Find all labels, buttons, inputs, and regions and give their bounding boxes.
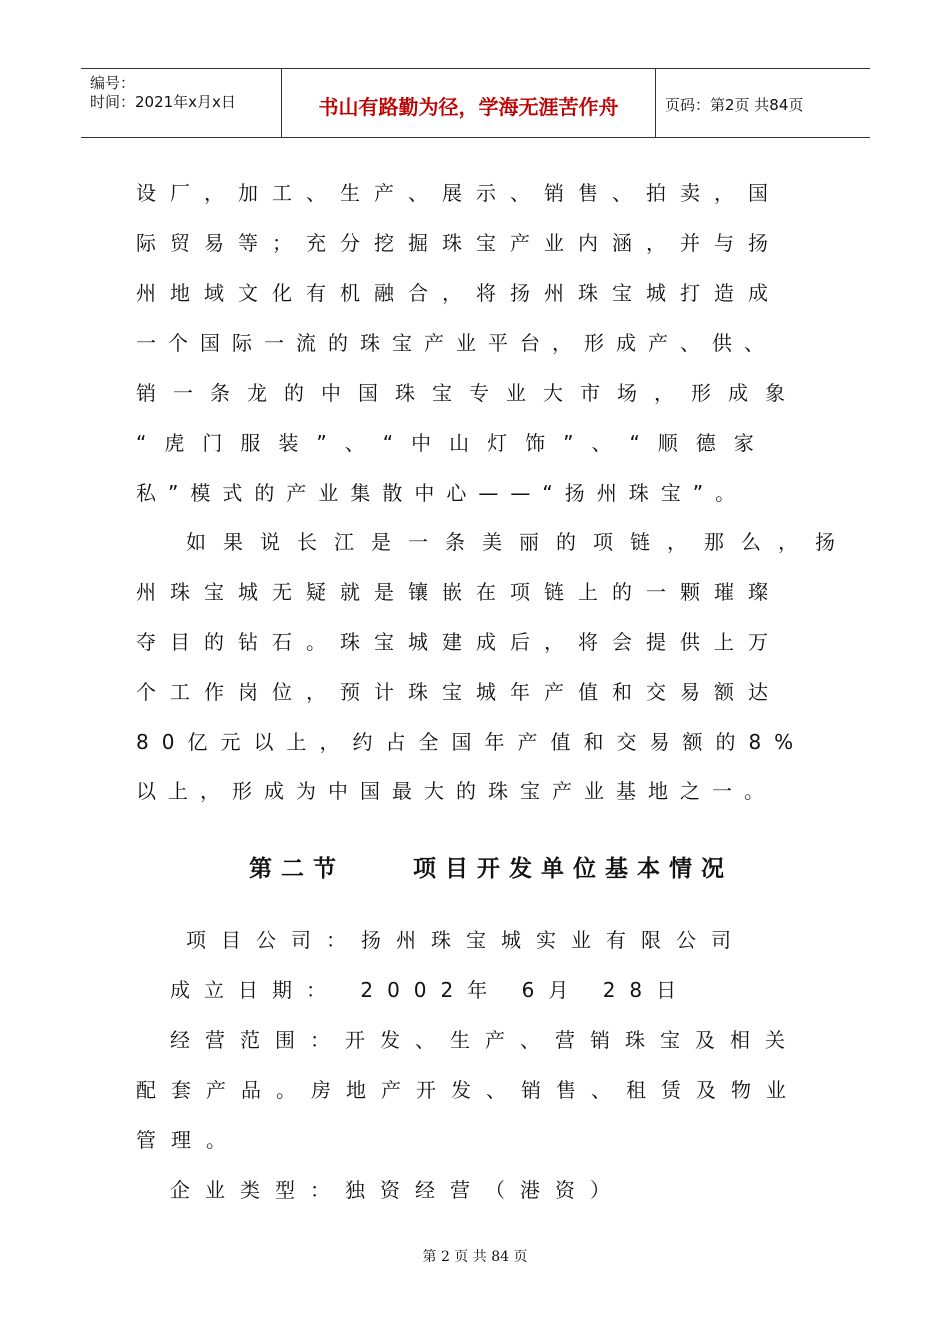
info-line: 管理。 — [136, 1128, 241, 1152]
body-line: 际贸易等；充分挖掘珠宝产业内涵，并与扬 — [136, 231, 782, 255]
body-line: 销一条龙的中国珠宝专业大市场，形成象 — [136, 381, 802, 405]
header-meta-cell — [81, 69, 281, 137]
document-date-label: 时间：2021年x月x日 — [90, 93, 236, 111]
body-line: 州地域文化有机融合，将扬州珠宝城打造成 — [136, 281, 782, 305]
body-line: 80亿元以上，约占全国年产值和交易额的8% — [136, 730, 807, 754]
body-line: 一个国际一流的珠宝产业平台，形成产、供、 — [136, 331, 776, 355]
header-page-info: 页码：第2页 共84页 — [665, 96, 804, 114]
page-footer: 第 2 页 共 84 页 — [422, 1249, 528, 1265]
page-header — [81, 68, 870, 138]
body-line: 个工作岗位，预计珠宝城年产值和交易额达 — [136, 680, 782, 704]
info-line: 成立日期： 2002年 6月 28日 — [170, 978, 691, 1002]
header-page-cell — [656, 69, 870, 137]
header-motto: 书山有路勤为径，学海无涯苦作舟 — [318, 95, 619, 119]
info-line: 经营范围：开发、生产、营销珠宝及相关 — [170, 1028, 800, 1052]
body-line: 夺目的钻石。珠宝城建成后，将会提供上万 — [136, 630, 782, 654]
body-line: 设厂，加工、生产、展示、销售、拍卖，国 — [136, 181, 782, 205]
info-line: 配套产品。房地产开发、销售、租赁及物业 — [136, 1078, 801, 1102]
document-number-label: 编号： — [90, 74, 136, 92]
body-line: 如果说长江是一条美丽的项链，那么，扬 — [186, 530, 852, 554]
section-heading: 第二节 项目开发单位基本情况 — [249, 856, 734, 882]
info-line: 企业类型：独资经营（港资） — [170, 1178, 625, 1202]
body-line: “虎门服装”、“中山灯饰”、“顺德家 — [136, 431, 772, 455]
info-line: 项目公司：扬州珠宝城实业有限公司 — [186, 928, 746, 952]
body-line: 以上，形成为中国最大的珠宝产业基地之一。 — [136, 779, 776, 803]
body-line: 私”模式的产业集散中心——“扬州珠宝”。 — [136, 481, 748, 505]
body-line: 州珠宝城无疑就是镶嵌在项链上的一颗璀璨 — [136, 580, 782, 604]
header-motto-cell — [281, 69, 656, 137]
